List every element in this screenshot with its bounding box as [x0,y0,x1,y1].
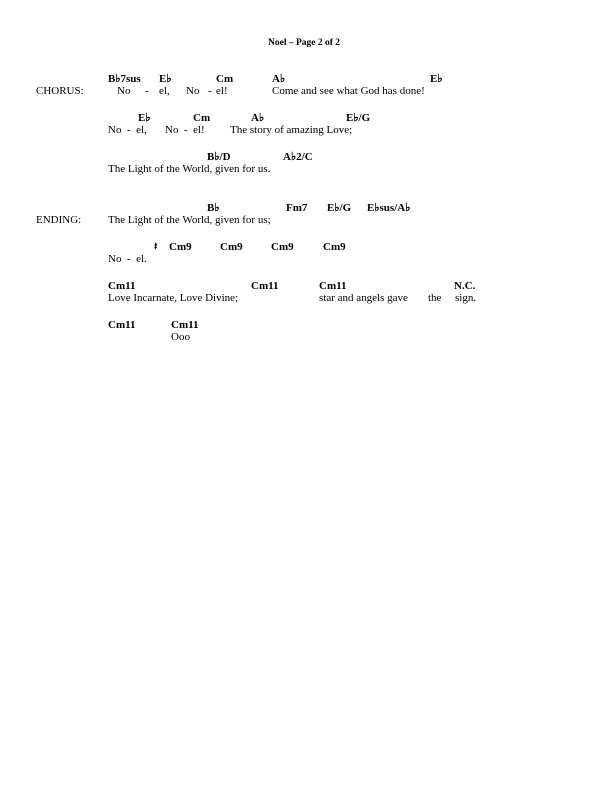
chord: Cm9 [220,241,243,253]
chord: Cm11 [319,280,347,292]
chord: Cm11 [108,319,136,331]
chord: A♭ [272,73,286,85]
lyric: No [186,85,200,97]
chord: A♭2/C [283,151,313,163]
lyric: The Light of the World, given for us; [108,214,271,226]
lyric: star and angels gave [319,292,408,304]
chord: E♭/G [327,202,352,214]
lyric: the [428,292,442,304]
chord: Cm9 [271,241,294,253]
chord: E♭ [430,73,443,85]
section-label-ending: ENDING: [36,214,82,226]
chord: E♭sus/A♭ [367,202,411,214]
chord: Cm [193,112,211,124]
lyric: No - el. [108,253,147,265]
chord: E♭/G [346,112,371,124]
lyric: No - el, [108,124,147,136]
lyric: el! [216,85,228,97]
lyric: - [145,85,149,97]
lyric: The story of amazing Love; [230,124,353,136]
lyric: - [208,85,212,97]
chord: A♭ [251,112,265,124]
lyric: Love Incarnate, Love Divine; [108,292,239,304]
chord: E♭ [138,112,151,124]
chord: N.C. [454,280,476,292]
chord: B♭ [207,202,220,214]
chord: E♭ [159,73,172,85]
page-title: Noel – Page 2 of 2 [268,38,341,48]
quarter-rest-symbol: 𝄽 [154,241,158,253]
lyric: The Light of the World, given for us. [108,163,271,175]
lyric: No - el! [165,124,205,136]
lyric: sign. [455,292,477,304]
lyric: No [117,85,131,97]
chord: Cm11 [108,280,136,292]
lyric: Ooo [171,331,190,343]
chord: Cm11 [251,280,279,292]
chord: Cm11 [171,319,199,331]
section-label-chorus: CHORUS: [36,85,84,97]
lyric: el, [159,85,170,97]
lyric: Come and see what God has done! [272,85,425,97]
chord: Cm9 [169,241,192,253]
chord: B♭7sus [108,73,141,85]
chord: Cm9 [323,241,346,253]
chord: Cm [216,73,234,85]
chord: Fm7 [286,202,308,214]
chord: B♭/D [207,151,231,163]
